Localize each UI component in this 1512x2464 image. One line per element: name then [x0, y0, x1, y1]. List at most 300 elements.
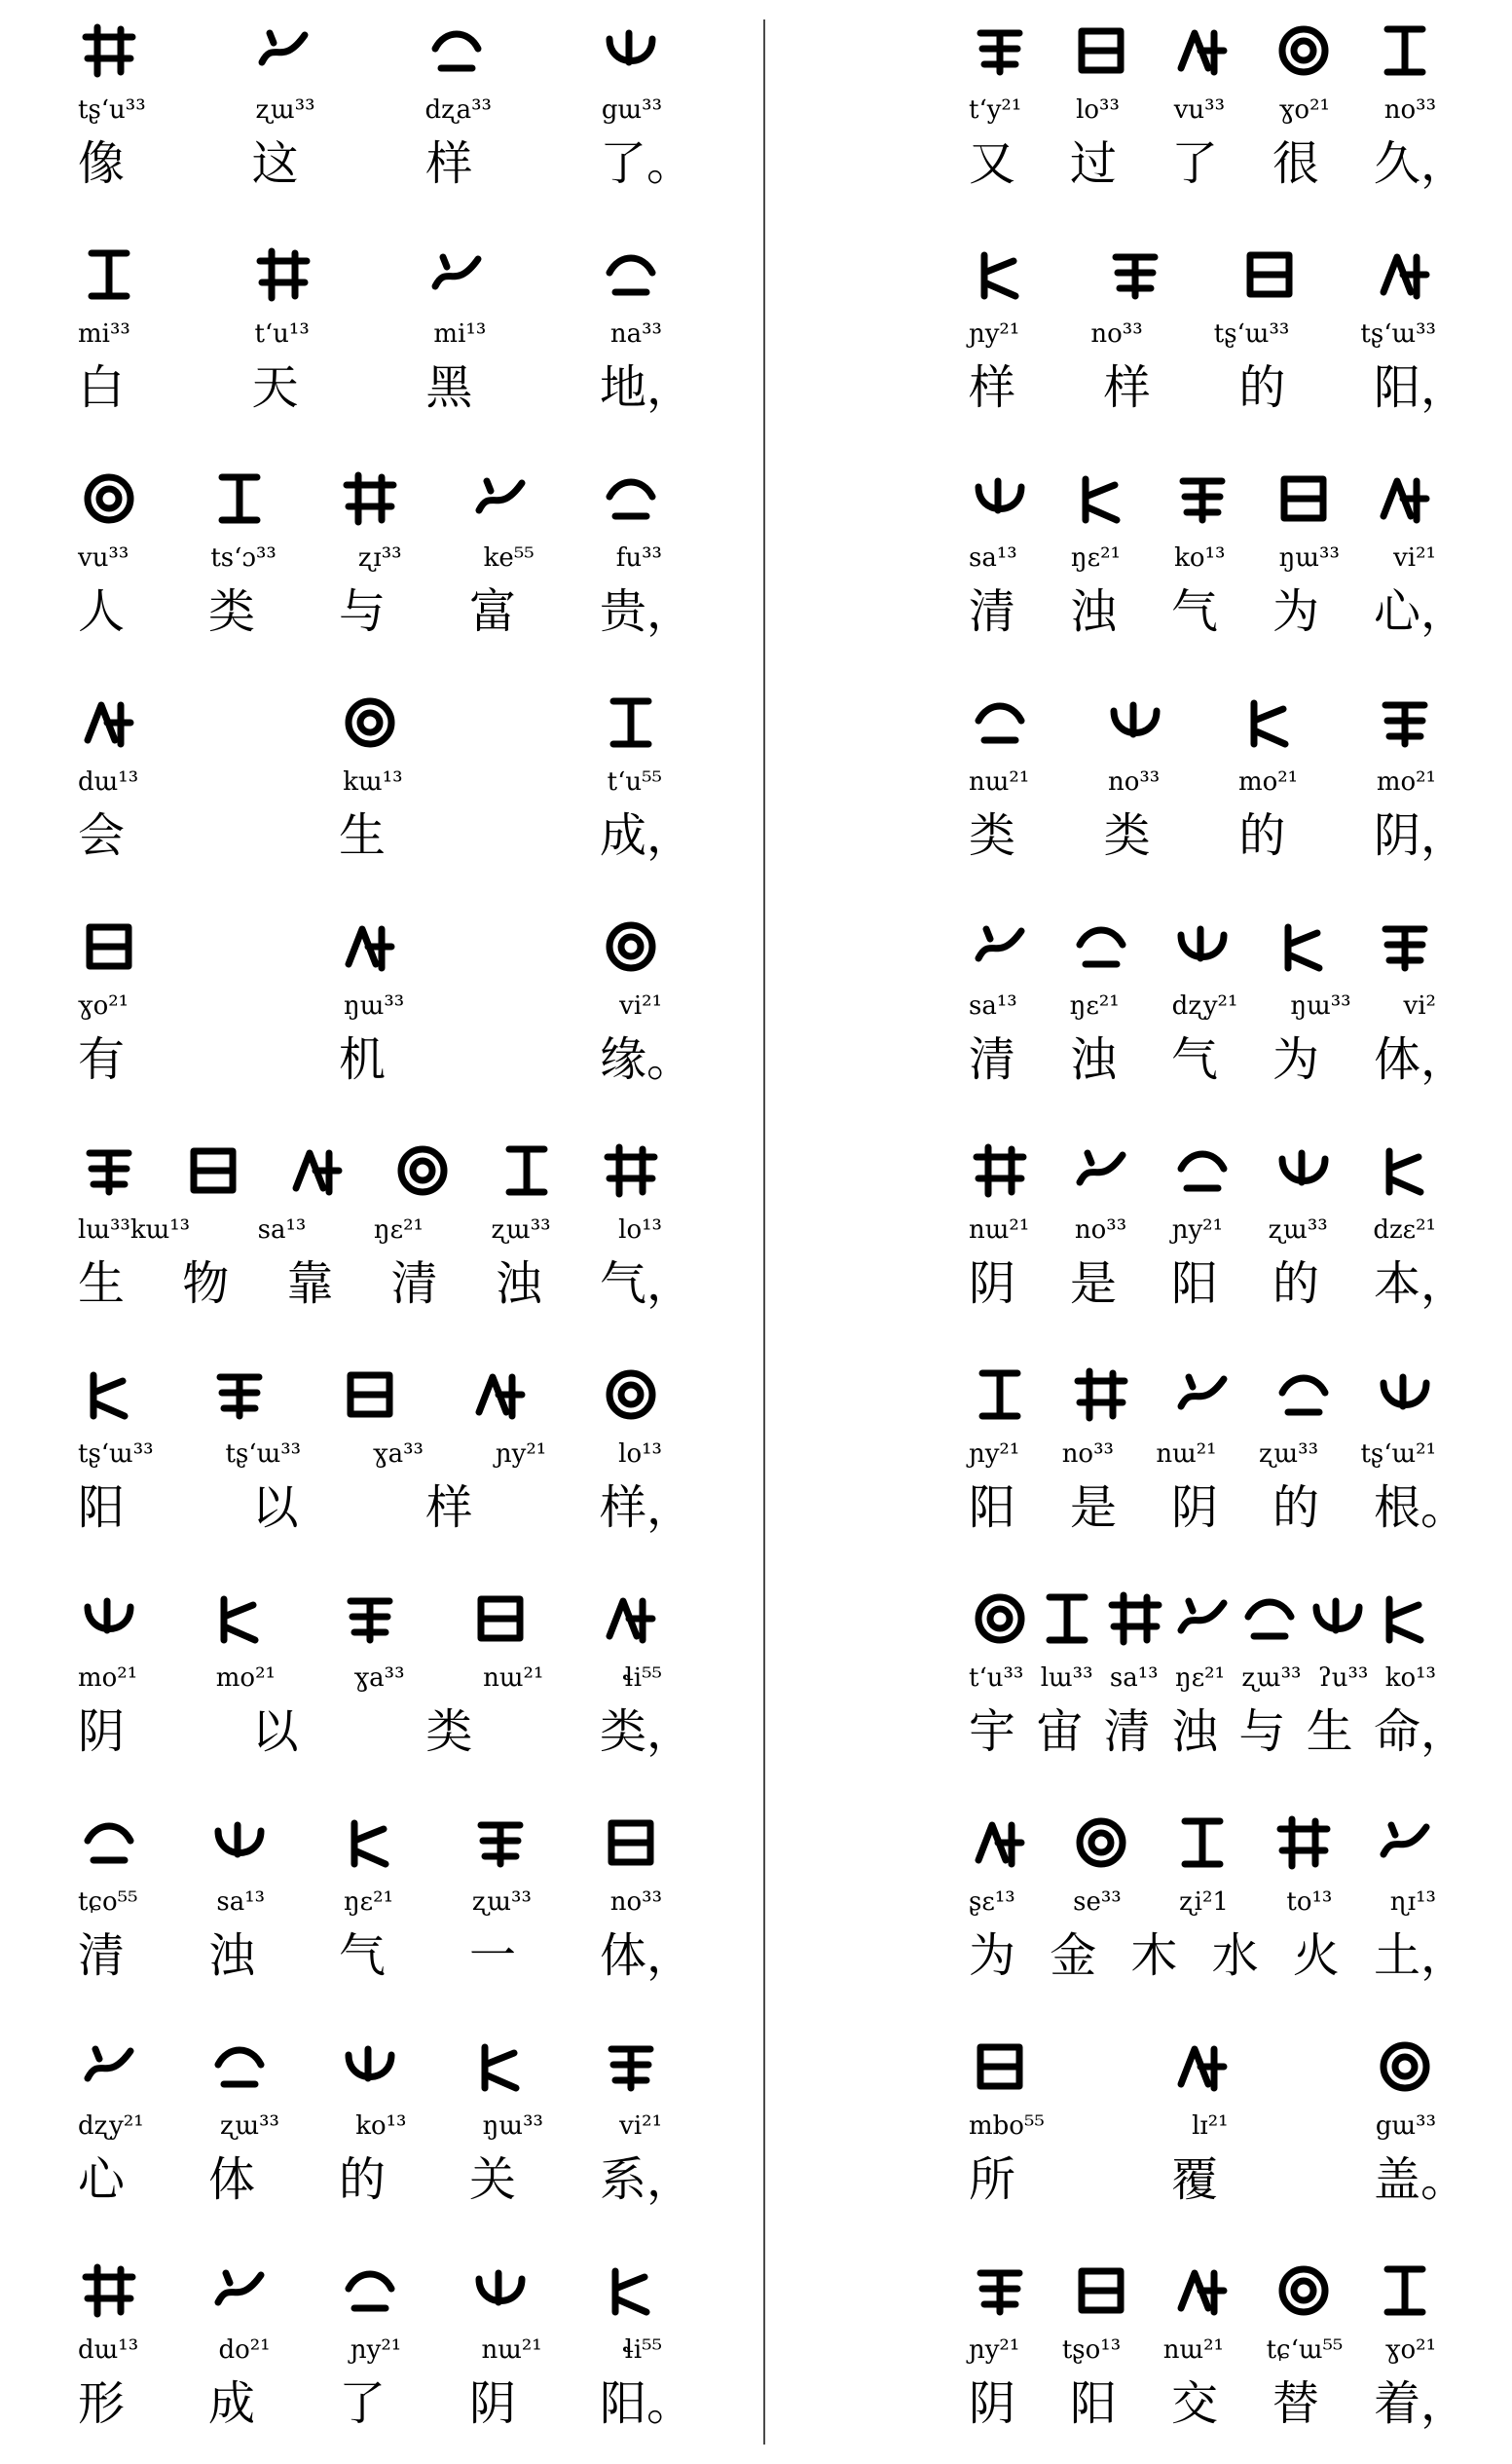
chinese-translation-row — [78, 1917, 701, 1985]
romanization-row — [969, 2326, 1475, 2365]
romanized-syllable: ɣo²¹ — [1384, 2335, 1436, 2365]
script-row — [969, 12, 1475, 90]
romanized-syllable: ɣo²¹ — [1278, 95, 1330, 125]
chinese-translation-row — [969, 797, 1475, 865]
chinese-character: 水 — [1211, 1927, 1259, 1983]
romanized-syllable: ɲy²¹ — [969, 2335, 1020, 2365]
chinese-character: 气 — [1170, 1031, 1218, 1087]
stanza — [78, 1568, 701, 1792]
chinese-character: 会 — [78, 807, 126, 863]
script-row — [969, 1356, 1475, 1434]
romanized-syllable: ʐɯ³³ — [1268, 1215, 1328, 1245]
chinese-character: 了 — [1170, 135, 1218, 191]
pictograph-glyph — [969, 19, 1031, 82]
chinese-character: 为 — [969, 1927, 1016, 1983]
pictograph-glyph — [391, 1139, 454, 1202]
chinese-character: 阴， — [1373, 807, 1467, 863]
pictograph-glyph — [1374, 1139, 1436, 1202]
stanza — [78, 448, 701, 672]
stanza — [969, 1344, 1475, 1568]
romanized-syllable: ʔu³³ — [1317, 1663, 1369, 1693]
pictograph-glyph — [600, 1811, 662, 1874]
pictograph-glyph — [339, 467, 401, 530]
romanized-syllable: ʐɯ³³ — [255, 95, 315, 125]
chinese-character: 系， — [599, 2151, 693, 2207]
romanized-syllable: lo¹³ — [618, 1215, 662, 1245]
pictograph-glyph — [339, 1363, 401, 1426]
pictograph-glyph — [1374, 2035, 1436, 2098]
chinese-translation-row — [78, 2141, 701, 2209]
chinese-character: 木 — [1130, 1927, 1178, 1983]
chinese-character: 阴 — [969, 1255, 1016, 1311]
pictograph-glyph — [969, 691, 1031, 754]
chinese-character: 形 — [78, 2375, 126, 2431]
chinese-character: 白 — [78, 359, 126, 415]
romanized-syllable: no³³ — [609, 1887, 662, 1917]
script-row — [969, 684, 1475, 762]
romanized-syllable: gɯ³³ — [1375, 2111, 1436, 2141]
script-row — [78, 908, 701, 986]
chinese-character: 天 — [251, 359, 299, 415]
romanized-syllable: ŋɛ²¹ — [343, 1887, 393, 1917]
pictograph-glyph — [1070, 1363, 1132, 1426]
script-row — [78, 2252, 701, 2330]
script-row — [969, 2028, 1475, 2106]
romanized-syllable: mo²¹ — [78, 1663, 138, 1693]
chinese-character: 火 — [1292, 1927, 1340, 1983]
chinese-character: 像 — [78, 135, 126, 191]
chinese-character: 以 — [251, 1479, 299, 1535]
chinese-character: 的 — [338, 2151, 386, 2207]
pictograph-glyph — [1070, 1811, 1132, 1874]
chinese-character: 金 — [1050, 1927, 1097, 1983]
chinese-character: 成 — [207, 2375, 255, 2431]
pictograph-glyph — [1272, 1363, 1335, 1426]
romanized-syllable: nɯ²¹ — [481, 2335, 542, 2365]
chinese-translation-row — [78, 573, 701, 641]
pictograph-glyph — [1171, 1587, 1234, 1650]
pictograph-glyph — [425, 243, 488, 306]
romanized-syllable: dɯ¹³ — [78, 767, 139, 797]
chinese-character: 阴 — [78, 1703, 126, 1759]
pictograph-glyph — [1272, 19, 1335, 82]
pictograph-glyph — [1171, 1363, 1234, 1426]
pictograph-glyph — [600, 2035, 662, 2098]
script-row — [969, 460, 1475, 538]
romanized-syllable: no³³ — [1074, 1215, 1127, 1245]
romanized-syllable: ʂɛ¹³ — [969, 1887, 1015, 1917]
pictograph-glyph — [339, 2259, 401, 2322]
romanization-row — [969, 1206, 1475, 1245]
chinese-character: 为 — [1272, 1031, 1319, 1087]
chinese-character: 生 — [78, 1255, 126, 1311]
pictograph-glyph — [1104, 1587, 1166, 1650]
romanized-syllable: ɳɪ¹³ — [1389, 1887, 1436, 1917]
chinese-character: 气 — [1170, 583, 1218, 639]
pictograph-glyph — [208, 467, 271, 530]
romanized-syllable: ɲy²¹ — [969, 319, 1020, 349]
chinese-translation-row — [78, 1021, 701, 1089]
chinese-character: 体， — [1373, 1031, 1467, 1087]
pictograph-glyph — [1171, 915, 1234, 978]
romanized-syllable: no³³ — [1090, 319, 1143, 349]
chinese-character: 阴 — [969, 2375, 1016, 2431]
romanized-syllable: ŋɛ²¹ — [1070, 543, 1121, 573]
pictograph-glyph — [969, 2035, 1031, 2098]
script-row — [78, 2028, 701, 2106]
chinese-character: 心， — [1373, 583, 1467, 639]
pictograph-glyph — [1307, 1587, 1369, 1650]
romanized-syllable: ʐɯ³³ — [1259, 1439, 1319, 1469]
chinese-translation-row — [969, 573, 1475, 641]
romanized-syllable: se³³ — [1073, 1887, 1122, 1917]
pictograph-glyph — [1374, 915, 1436, 978]
chinese-character: 体， — [599, 1927, 693, 1983]
script-row — [969, 1804, 1475, 1882]
romanized-syllable: ʐɯ³³ — [219, 2111, 279, 2141]
chinese-character: 样， — [599, 1479, 693, 1535]
romanized-syllable: no³³ — [1061, 1439, 1114, 1469]
pictograph-glyph — [969, 2259, 1031, 2322]
romanized-syllable: lɪ²¹ — [1192, 2111, 1229, 2141]
pictograph-glyph — [1238, 1587, 1301, 1650]
romanized-syllable: tʻy²¹ — [969, 95, 1022, 125]
chinese-character: 浊 — [1170, 1703, 1218, 1759]
romanization-row — [78, 1878, 701, 1917]
romanized-syllable: vu³³ — [1173, 95, 1226, 125]
romanized-syllable: sa¹³ — [1109, 1663, 1159, 1693]
pictograph-glyph — [1374, 2259, 1436, 2322]
pictograph-glyph — [339, 1811, 401, 1874]
chinese-character: 替 — [1272, 2375, 1319, 2431]
romanized-syllable: lɯ³³kɯ¹³ — [78, 1215, 191, 1245]
romanized-syllable: tɕʻɯ⁵⁵ — [1266, 2335, 1344, 2365]
chinese-character: 清 — [969, 583, 1016, 639]
pictograph-glyph — [1272, 915, 1335, 978]
chinese-character: 阳 — [78, 1479, 126, 1535]
romanized-syllable: lo¹³ — [618, 1439, 662, 1469]
stanza — [969, 1120, 1475, 1344]
romanized-syllable: tʂʻɯ³³ — [1213, 319, 1290, 349]
chinese-character: 类 — [1103, 807, 1151, 863]
chinese-character: 物 — [182, 1255, 230, 1311]
pictograph-glyph — [1374, 243, 1436, 306]
pictograph-glyph — [1272, 2259, 1335, 2322]
romanized-syllable: nɯ²¹ — [1156, 1439, 1217, 1469]
script-row — [78, 1356, 701, 1434]
stanza — [78, 896, 701, 1120]
romanized-syllable: tʂʻɯ³³ — [78, 1439, 154, 1469]
script-row — [969, 908, 1475, 986]
pictograph-glyph — [78, 19, 140, 82]
pictograph-glyph — [1070, 1139, 1132, 1202]
chinese-character: 一 — [468, 1927, 516, 1983]
pictograph-glyph — [600, 2259, 662, 2322]
pictograph-glyph — [339, 1587, 401, 1650]
romanized-syllable: dʐy²¹ — [78, 2111, 144, 2141]
chinese-translation-row — [78, 1245, 701, 1313]
chinese-character: 类 — [207, 583, 255, 639]
chinese-character: 样 — [1103, 359, 1151, 415]
chinese-character: 阳， — [1373, 359, 1467, 415]
pictograph-glyph — [339, 915, 401, 978]
chinese-character: 的 — [1238, 359, 1286, 415]
romanized-syllable: ʐi²1 — [1179, 1887, 1229, 1917]
pictograph-glyph — [1070, 467, 1132, 530]
script-row — [78, 1804, 701, 1882]
pictograph-glyph — [78, 467, 140, 530]
romanized-syllable: na³³ — [609, 319, 662, 349]
script-row — [78, 236, 701, 314]
pictograph-glyph — [1070, 19, 1132, 82]
pictograph-glyph — [1104, 243, 1166, 306]
pictograph-glyph — [339, 2035, 401, 2098]
pictograph-glyph — [600, 243, 662, 306]
romanized-syllable: tsʻɔ³³ — [210, 543, 277, 573]
chinese-character: 气 — [338, 1927, 386, 1983]
pictograph-glyph — [469, 1811, 532, 1874]
pictograph-glyph — [1272, 1811, 1335, 1874]
pictograph-glyph — [208, 1363, 271, 1426]
pictograph-glyph — [600, 19, 662, 82]
chinese-translation-row — [969, 349, 1475, 417]
chinese-translation-row — [969, 1917, 1475, 1985]
chinese-character: 了 — [338, 2375, 386, 2431]
pictograph-glyph — [78, 2035, 140, 2098]
chinese-character: 浊 — [495, 1255, 542, 1311]
chinese-translation-row — [78, 1693, 701, 1761]
romanization-row — [78, 2102, 701, 2141]
stanza — [969, 672, 1475, 896]
romanized-syllable: dʐa³³ — [424, 95, 492, 125]
romanized-syllable: mi³³ — [78, 319, 130, 349]
pictograph-glyph — [1171, 1139, 1234, 1202]
chinese-character: 这 — [251, 135, 299, 191]
romanized-syllable: do²¹ — [218, 2335, 271, 2365]
chinese-translation-row — [969, 1469, 1475, 1537]
pictograph-glyph — [78, 2259, 140, 2322]
chinese-character: 着， — [1373, 2375, 1467, 2431]
stanza — [78, 1120, 701, 1344]
chinese-character: 靠 — [286, 1255, 334, 1311]
chinese-character: 与 — [338, 583, 386, 639]
romanized-syllable: ŋɛ²¹ — [1069, 991, 1120, 1021]
chinese-character: 阳。 — [599, 2375, 693, 2431]
romanized-syllable: ke⁵⁵ — [483, 543, 535, 573]
chinese-character: 人 — [78, 583, 126, 639]
pictograph-glyph — [1036, 1587, 1098, 1650]
romanized-syllable: ŋɯ³³ — [1278, 543, 1340, 573]
pictograph-glyph — [1104, 691, 1166, 754]
romanized-syllable: ɲy²¹ — [969, 1439, 1020, 1469]
chinese-character: 浊 — [1069, 1031, 1117, 1087]
chinese-character: 浊 — [207, 1927, 255, 1983]
romanization-row — [969, 310, 1475, 349]
script-row — [78, 1132, 701, 1210]
chinese-character: 交 — [1170, 2375, 1218, 2431]
romanized-syllable: vi² — [1403, 991, 1436, 1021]
romanized-syllable: ɣa³³ — [353, 1663, 405, 1693]
pictograph-glyph — [339, 691, 401, 754]
chinese-character: 清 — [78, 1927, 126, 1983]
pictograph-glyph — [1272, 1139, 1335, 1202]
pictograph-glyph — [252, 19, 314, 82]
script-row — [969, 2252, 1475, 2330]
chinese-character: 阴 — [468, 2375, 516, 2431]
romanized-syllable: ɣo²¹ — [78, 991, 129, 1021]
pictograph-glyph — [208, 1811, 271, 1874]
pictograph-glyph — [1374, 1587, 1436, 1650]
romanized-syllable: tʂʻu³³ — [78, 95, 146, 125]
romanized-syllable: tʂʻɯ³³ — [225, 1439, 302, 1469]
pictograph-glyph — [969, 1139, 1031, 1202]
romanization-row — [969, 982, 1475, 1021]
chinese-character: 类， — [599, 1703, 693, 1759]
chinese-character: 与 — [1238, 1703, 1286, 1759]
pictograph-glyph — [969, 915, 1031, 978]
chinese-character: 成， — [599, 807, 693, 863]
romanized-syllable: ʐɪ³³ — [357, 543, 402, 573]
pictograph-glyph — [208, 2035, 271, 2098]
chinese-character: 有 — [78, 1031, 126, 1087]
romanized-syllable: vu³³ — [78, 543, 129, 573]
romanized-syllable: tʂo¹³ — [1061, 2335, 1122, 2365]
romanized-syllable: mo²¹ — [1237, 767, 1299, 797]
romanized-syllable: no³³ — [1383, 95, 1436, 125]
stanza — [969, 1792, 1475, 2016]
romanization-row — [969, 86, 1475, 125]
romanized-syllable: mi¹³ — [433, 319, 487, 349]
chinese-character: 类 — [425, 1703, 473, 1759]
romanization-row — [78, 86, 701, 125]
chinese-character: 覆 — [1170, 2151, 1218, 2207]
stanza — [969, 224, 1475, 448]
chinese-character: 的 — [1272, 1479, 1319, 1535]
romanized-syllable: sa¹³ — [257, 1215, 307, 1245]
stanza — [969, 2016, 1475, 2240]
pictograph-glyph — [1238, 691, 1301, 754]
romanized-syllable: ʐɯ³³ — [1241, 1663, 1302, 1693]
chinese-character: 很 — [1272, 135, 1319, 191]
chinese-character: 清 — [969, 1031, 1016, 1087]
pictograph-glyph — [252, 243, 314, 306]
romanization-row — [969, 1654, 1475, 1693]
romanized-syllable: fu³³ — [615, 543, 662, 573]
stanza — [78, 2016, 701, 2240]
pictograph-glyph — [1238, 243, 1301, 306]
chinese-character: 浊 — [1069, 583, 1117, 639]
stanza — [78, 672, 701, 896]
pictograph-glyph — [469, 1363, 532, 1426]
chinese-translation-row — [969, 2365, 1475, 2433]
pictograph-glyph — [1272, 467, 1335, 530]
pictograph-glyph — [496, 1139, 558, 1202]
chinese-translation-row — [78, 125, 701, 193]
pictograph-glyph — [600, 1363, 662, 1426]
romanization-row — [78, 310, 701, 349]
romanized-syllable: tʻu⁵⁵ — [607, 767, 662, 797]
romanized-syllable: ʐɯ³³ — [471, 1887, 532, 1917]
pictograph-glyph — [1171, 1811, 1234, 1874]
romanized-syllable: tʂʻɯ²¹ — [1360, 1439, 1436, 1469]
pictograph-glyph — [600, 1139, 662, 1202]
romanized-syllable: to¹³ — [1286, 1887, 1333, 1917]
romanized-syllable: dɯ¹³ — [78, 2335, 139, 2365]
pictograph-glyph — [1171, 2259, 1234, 2322]
pictograph-glyph — [1374, 1363, 1436, 1426]
romanized-syllable: no³³ — [1107, 767, 1161, 797]
pictograph-glyph — [78, 243, 140, 306]
romanized-syllable: ŋɛ²¹ — [1174, 1663, 1226, 1693]
chinese-character: 体 — [207, 2151, 255, 2207]
chinese-character: 生 — [338, 807, 386, 863]
chinese-character: 根。 — [1373, 1479, 1467, 1535]
romanized-syllable: ɬi⁵⁵ — [622, 1663, 662, 1693]
chinese-translation-row — [969, 1021, 1475, 1089]
pictograph-glyph — [1374, 1811, 1436, 1874]
romanization-row — [969, 1878, 1475, 1917]
pictograph-glyph — [969, 1811, 1031, 1874]
romanized-syllable: gɯ³³ — [601, 95, 662, 125]
stanza — [78, 2240, 701, 2464]
romanized-syllable: sa¹³ — [969, 543, 1017, 573]
romanization-row — [969, 534, 1475, 573]
romanized-syllable: tʂʻɯ³³ — [1360, 319, 1436, 349]
pictograph-glyph — [78, 1811, 140, 1874]
romanized-syllable: ko¹³ — [1384, 1663, 1436, 1693]
romanized-syllable: mbo⁵⁵ — [969, 2111, 1045, 2141]
chinese-character: 清 — [390, 1255, 438, 1311]
stanza — [969, 2240, 1475, 2464]
chinese-character: 清 — [1103, 1703, 1151, 1759]
romanized-syllable: tɕo⁵⁵ — [78, 1887, 138, 1917]
chinese-character: 样 — [425, 1479, 473, 1535]
pictograph-glyph — [1374, 691, 1436, 754]
pictograph-glyph — [469, 2259, 532, 2322]
chinese-character: 心 — [78, 2151, 126, 2207]
chinese-character: 富 — [468, 583, 516, 639]
romanization-row — [969, 758, 1475, 797]
chinese-character: 盖。 — [1373, 2151, 1467, 2207]
romanized-syllable: ɬi⁵⁵ — [622, 2335, 662, 2365]
romanization-row — [78, 1206, 701, 1245]
pictograph-glyph — [208, 2259, 271, 2322]
chinese-translation-row — [969, 2141, 1475, 2209]
pictograph-glyph — [1171, 2035, 1234, 2098]
chinese-character: 样 — [425, 135, 473, 191]
romanized-syllable: vi²¹ — [1393, 543, 1436, 573]
chinese-character: 以 — [251, 1703, 299, 1759]
pictograph-glyph — [182, 1139, 244, 1202]
chinese-translation-row — [969, 125, 1475, 193]
pictograph-glyph — [1171, 19, 1234, 82]
script-row — [969, 236, 1475, 314]
romanized-syllable: nɯ²¹ — [1162, 2335, 1224, 2365]
pictograph-glyph — [469, 2035, 532, 2098]
romanized-syllable: ŋɯ³³ — [1290, 991, 1351, 1021]
chinese-translation-row — [78, 1469, 701, 1537]
pictograph-glyph — [600, 691, 662, 754]
romanized-syllable: ŋɛ²¹ — [373, 1215, 424, 1245]
chinese-translation-row — [78, 349, 701, 417]
pictograph-glyph — [1070, 2259, 1132, 2322]
romanized-syllable: sa¹³ — [216, 1887, 266, 1917]
romanization-row — [78, 2326, 701, 2365]
chinese-character: 命， — [1373, 1703, 1467, 1759]
chinese-character: 又 — [969, 135, 1016, 191]
pictograph-glyph — [969, 1587, 1031, 1650]
chinese-character: 是 — [1069, 1479, 1117, 1535]
